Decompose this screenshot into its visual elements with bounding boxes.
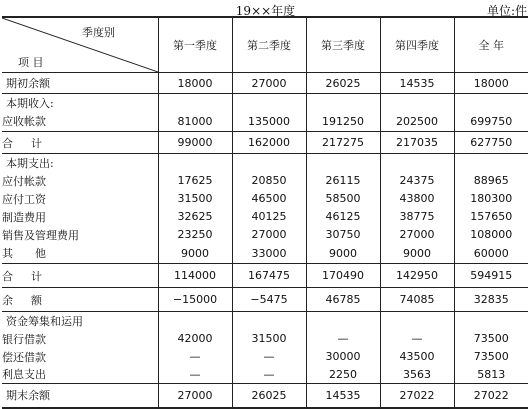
row-label: 银行借款 <box>2 332 46 346</box>
cell-value: 73500 <box>454 348 528 366</box>
cell-value <box>158 94 232 112</box>
cell-value: 699750 <box>454 112 528 132</box>
cell-value: 26025 <box>306 73 380 94</box>
cell-value: 30000 <box>306 348 380 366</box>
cell-value: 627750 <box>454 132 528 154</box>
cell-value: 32625 <box>158 208 232 226</box>
column-header-q1: 第一季度 <box>158 17 232 73</box>
cell-value: −5475 <box>232 288 306 312</box>
cell-value <box>454 94 528 112</box>
cell-value: 14535 <box>306 384 380 408</box>
corner-cell <box>2 17 158 73</box>
header-row <box>2 17 528 73</box>
cell-value: — <box>158 348 232 366</box>
row-label: 资金筹集和运用 <box>2 312 158 330</box>
cell-value: 30750 <box>306 226 380 244</box>
cell-value: 594915 <box>454 264 528 288</box>
cell-value: 32835 <box>454 288 528 312</box>
column-header-q3: 第三季度 <box>306 17 380 73</box>
cell-value: 2250 <box>306 366 380 384</box>
cell-value: 42000 <box>158 330 232 348</box>
row-label: 偿还借款 <box>2 350 46 364</box>
fiscal-year-title: 19××年度 <box>235 4 296 18</box>
cell-value: 24375 <box>380 172 454 190</box>
cell-value: 26115 <box>306 172 380 190</box>
table-row <box>2 190 528 208</box>
cell-value: 20850 <box>232 172 306 190</box>
cell-value: 191250 <box>306 112 380 132</box>
cell-value: 18000 <box>158 73 232 94</box>
table-row <box>2 288 528 312</box>
cell-value: 27000 <box>232 226 306 244</box>
table-row <box>2 73 528 94</box>
cell-value: 217275 <box>306 132 380 154</box>
cell-value: 58500 <box>306 190 380 208</box>
table-row <box>2 208 528 226</box>
cell-value: 180300 <box>454 190 528 208</box>
cell-value: 17625 <box>158 172 232 190</box>
cell-value: 27022 <box>380 384 454 408</box>
table-caption <box>0 2 531 16</box>
cell-value <box>380 312 454 330</box>
column-header-q2: 第二季度 <box>232 17 306 73</box>
table-row <box>2 330 528 348</box>
cell-value: 157650 <box>454 208 528 226</box>
cell-value: 217035 <box>380 132 454 154</box>
cell-value: 167475 <box>232 264 306 288</box>
cell-value: 14535 <box>380 73 454 94</box>
cell-value: 40125 <box>232 208 306 226</box>
cell-value: — <box>380 330 454 348</box>
cell-value: −15000 <box>158 288 232 312</box>
cell-value: 202500 <box>380 112 454 132</box>
cell-value: 33000 <box>232 244 306 264</box>
cell-value: 114000 <box>158 264 232 288</box>
cell-value: 46125 <box>306 208 380 226</box>
row-label: 应付帐款 <box>2 174 46 188</box>
cell-value: — <box>158 366 232 384</box>
cell-value: 46500 <box>232 190 306 208</box>
corner-quarter-label: 季度别 <box>82 26 115 39</box>
cell-value: 74085 <box>380 288 454 312</box>
row-label: 本期收入: <box>2 94 158 112</box>
table-row <box>2 264 528 288</box>
row-label: 合计 <box>2 264 158 288</box>
cell-value: 170490 <box>306 264 380 288</box>
row-label: 本期支出: <box>2 154 158 172</box>
cell-value: 27022 <box>454 384 528 408</box>
table-row <box>2 94 528 112</box>
table-row <box>2 312 528 330</box>
cell-value: 3563 <box>380 366 454 384</box>
table-row <box>2 132 528 154</box>
table-row <box>2 226 528 244</box>
cell-value: 9000 <box>158 244 232 264</box>
row-label: 利息支出 <box>2 368 46 382</box>
cell-value <box>306 154 380 172</box>
cell-value <box>232 154 306 172</box>
cell-value: 43800 <box>380 190 454 208</box>
cell-value: 38775 <box>380 208 454 226</box>
cell-value <box>158 312 232 330</box>
cell-value <box>380 94 454 112</box>
cell-value: 31500 <box>232 330 306 348</box>
cell-value: — <box>232 348 306 366</box>
row-label: 其他 <box>2 247 68 261</box>
cell-value <box>454 154 528 172</box>
cell-value: 27000 <box>232 73 306 94</box>
cell-value <box>232 94 306 112</box>
cell-value: 73500 <box>454 330 528 348</box>
cell-value: 142950 <box>380 264 454 288</box>
cell-value: 88965 <box>454 172 528 190</box>
cell-value <box>380 154 454 172</box>
cell-value: 23250 <box>158 226 232 244</box>
cell-value: 27000 <box>158 384 232 408</box>
cell-value: — <box>306 330 380 348</box>
cell-value: 5813 <box>454 366 528 384</box>
cell-value: 99000 <box>158 132 232 154</box>
table-row <box>2 172 528 190</box>
row-label: 销售及管理费用 <box>2 228 79 242</box>
table-row <box>2 244 528 264</box>
cell-value: 108000 <box>454 226 528 244</box>
cell-value: — <box>232 366 306 384</box>
row-label: 期末余额 <box>2 384 158 408</box>
table-row <box>2 384 528 408</box>
cell-value: 26025 <box>232 384 306 408</box>
cell-value: 43500 <box>380 348 454 366</box>
cell-value: 9000 <box>306 244 380 264</box>
cell-value <box>454 312 528 330</box>
cell-value <box>306 312 380 330</box>
table-row <box>2 348 528 366</box>
cell-value <box>232 312 306 330</box>
corner-item-label: 项 目 <box>18 56 44 69</box>
cash-budget-table <box>2 16 528 409</box>
row-label: 应付工资 <box>2 192 46 206</box>
cell-value: 162000 <box>232 132 306 154</box>
table-row <box>2 154 528 172</box>
cell-value: 31500 <box>158 190 232 208</box>
table-row <box>2 112 528 132</box>
cell-value: 27000 <box>380 226 454 244</box>
unit-label: 单位:件 <box>486 4 527 18</box>
cell-value: 81000 <box>158 112 232 132</box>
cell-value: 9000 <box>380 244 454 264</box>
cell-value <box>158 154 232 172</box>
row-label: 余额 <box>2 288 158 312</box>
table-row <box>2 366 528 384</box>
cell-value: 60000 <box>454 244 528 264</box>
row-label: 应收帐款 <box>2 115 46 129</box>
cell-value: 18000 <box>454 73 528 94</box>
column-header-q4: 第四季度 <box>380 17 454 73</box>
row-label: 期初余额 <box>2 73 158 94</box>
column-header-year: 全 年 <box>454 17 528 73</box>
cell-value: 46785 <box>306 288 380 312</box>
cell-value: 135000 <box>232 112 306 132</box>
row-label: 合计 <box>2 132 158 154</box>
cell-value <box>306 94 380 112</box>
row-label: 制造费用 <box>2 210 46 224</box>
